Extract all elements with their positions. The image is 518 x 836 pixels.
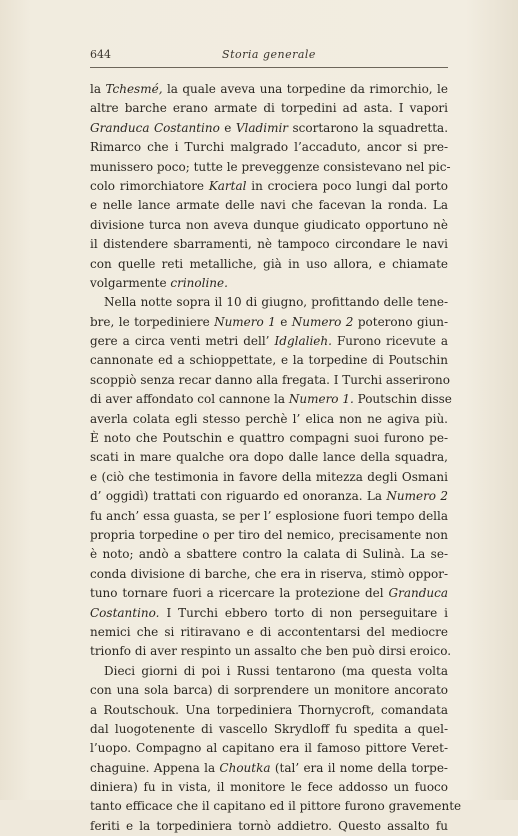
- text-line: [90, 817, 448, 836]
- text-segment: (tal’ era il nome della torpe-: [270, 760, 448, 775]
- text-segment: divisione turca non aveva dunque giudicato opportuno nè: [90, 217, 448, 232]
- text-segment: è noto; andò a sbattere contro la calata di Sulinà. La se-: [90, 547, 448, 562]
- text-line: [90, 662, 448, 681]
- text-segment: poterono giun-: [353, 314, 449, 329]
- text-line: [90, 274, 448, 293]
- text-segment: munissero poco; tutte le preveggenze consistevano nel pic-: [90, 159, 451, 174]
- text-segment: e (ciò che testimonia in favore della mitezza degli Osmani: [90, 469, 448, 484]
- text-segment: Furono ricevute a: [331, 334, 448, 349]
- text-segment: bre, le torpediniere: [90, 314, 215, 329]
- text-segment: con quelle reti metalliche, già in uso allora, e chiamate: [90, 256, 448, 271]
- text-segment: dal luogotenente di vascello Skrydloff fu spedita a quel-: [90, 721, 448, 736]
- text-segment: il distendere sbarramenti, nè tampoco circondare le navi: [90, 237, 448, 252]
- text-segment: Nella notte sopra il 10 di giugno, profittando delle tene-: [104, 295, 448, 310]
- running-title: Storia generale: [222, 48, 316, 61]
- page-header: [90, 48, 448, 64]
- italic-text: Vladimir: [235, 120, 289, 135]
- header-rule: [90, 67, 448, 68]
- text-segment: cannonate ed a schioppettate, e la torpedine di Poutschin: [90, 353, 448, 368]
- text-line: [90, 797, 462, 816]
- text-line: [90, 99, 448, 118]
- text-segment: trionfo di aver respinto un assalto che ben può dirsi eroico.: [90, 644, 452, 659]
- text-segment: altre barche erano armate di torpedini ad asta. I vapori: [90, 101, 448, 116]
- text-segment: la quale aveva una torpedine da rimorchio, le: [162, 82, 448, 96]
- text-segment: l’uopo. Compagno al capitano era il famoso pittore Veret-: [90, 741, 448, 756]
- text-line: [90, 255, 448, 274]
- text-line: [90, 642, 452, 661]
- text-line: [90, 177, 448, 196]
- text-line: [90, 468, 448, 487]
- text-segment: diniera) fu in vista, il monitore le fece addosso un fuoco: [90, 780, 448, 795]
- text-segment: e: [275, 314, 292, 329]
- text-line: [90, 410, 448, 429]
- italic-text: Numero 1.: [288, 392, 354, 407]
- italic-text: Numero 2: [386, 489, 448, 504]
- text-segment: a Routschouk. Una torpediniera Thornycroft, comandata: [90, 702, 448, 717]
- text-line: [90, 584, 448, 603]
- italic-text: Choutka: [219, 760, 271, 775]
- text-line: [90, 565, 448, 584]
- text-line: [90, 681, 448, 700]
- text-line: [90, 429, 448, 448]
- text-line: [90, 80, 448, 99]
- text-segment: propria torpedine o per tiro del nemico, precisamente non: [90, 527, 448, 542]
- text-segment: I Turchi ebbero torto di non perseguitare i: [159, 605, 448, 620]
- text-segment: Poutschin disse: [353, 392, 452, 407]
- text-line: [90, 119, 448, 138]
- text-line: [90, 332, 448, 351]
- text-line: [90, 526, 448, 545]
- text-line: [90, 701, 448, 720]
- text-segment: di aver affondato col cannone la: [90, 392, 289, 407]
- text-line: [90, 545, 448, 564]
- page-number: 644: [90, 48, 111, 61]
- text-line: [90, 313, 448, 332]
- text-line: [90, 158, 451, 177]
- text-line: [90, 623, 448, 642]
- text-segment: Dieci giorni di poi i Russi tentarono (ma questa volta: [104, 663, 448, 678]
- italic-text: Granduca Costantino: [90, 120, 220, 135]
- text-line: [90, 196, 448, 215]
- text-segment: chaguine. Appena la: [90, 760, 220, 775]
- text-segment: nemici che si ritiravano e di accontentarsi del mediocre: [90, 624, 448, 639]
- text-segment: feriti e la torpediniera tornò addietro. Questo assalto fu: [90, 818, 448, 833]
- text-segment: e: [219, 120, 236, 135]
- text-line: [90, 739, 448, 758]
- text-segment: gere a circa venti metri dell’: [90, 334, 275, 349]
- italic-text: crinoline.: [170, 275, 228, 290]
- text-line: [90, 138, 448, 157]
- italic-text: Kartal: [208, 178, 247, 193]
- text-segment: scoppiò senza recar danno alla fregata. I Turchi asserirono: [90, 372, 450, 387]
- text-segment: d’ oggidì) trattati con riguardo ed onoranza. La: [90, 489, 387, 504]
- text-segment: la: [90, 82, 106, 96]
- text-segment: in crociera poco lungi dal porto: [246, 178, 448, 193]
- body-text: [90, 80, 462, 836]
- italic-text: Costantino.: [90, 605, 160, 620]
- text-line: [90, 293, 448, 312]
- text-segment: conda divisione di barche, che era in riserva, stimò oppor-: [90, 566, 448, 581]
- text-line: [90, 390, 452, 409]
- text-segment: Rimarco che i Turchi malgrado l’accaduto, ancor si pre-: [90, 140, 448, 155]
- text-line: [90, 720, 448, 739]
- text-segment: e nelle lance armate delle navi che facevan la ronda. La: [90, 198, 448, 213]
- text-segment: tanto efficace che il capitano ed il pittore furono gravemente: [90, 799, 462, 814]
- text-segment: È noto che Poutschin e quattro compagni suoi furono pe-: [90, 431, 448, 446]
- text-line: [90, 487, 448, 506]
- text-line: [90, 216, 448, 235]
- text-line: [90, 778, 448, 797]
- text-segment: colo rimorchiatore: [90, 178, 209, 193]
- text-segment: tuno tornare fuori a ricercare la protezione del: [90, 586, 389, 601]
- italic-text: Tchesmé,: [105, 82, 163, 96]
- text-segment: fu anch’ essa guasta, se per l’ esplosione fuori tempo della: [90, 508, 448, 523]
- text-segment: con una sola barca) di sorprendere un monitore ancorato: [90, 683, 448, 698]
- text-segment: scati in mare qualche ora dopo dalle lance della squadra,: [90, 450, 448, 465]
- text-line: [90, 759, 448, 778]
- text-line: [90, 448, 448, 467]
- text-segment: volgarmente: [90, 275, 171, 290]
- text-line: [90, 351, 448, 370]
- text-line: [90, 507, 448, 526]
- italic-text: Idglalieh.: [274, 334, 332, 349]
- text-line: [90, 235, 448, 254]
- text-segment: scortarono la squadretta.: [288, 120, 449, 135]
- text-line: [90, 371, 448, 390]
- text-segment: averla colata egli stesso perchè l’ elica non ne agiva più.: [90, 411, 448, 426]
- italic-text: Numero 1: [214, 314, 276, 329]
- text-line: [90, 604, 448, 623]
- italic-text: Numero 2: [291, 314, 354, 329]
- italic-text: Granduca: [388, 586, 448, 601]
